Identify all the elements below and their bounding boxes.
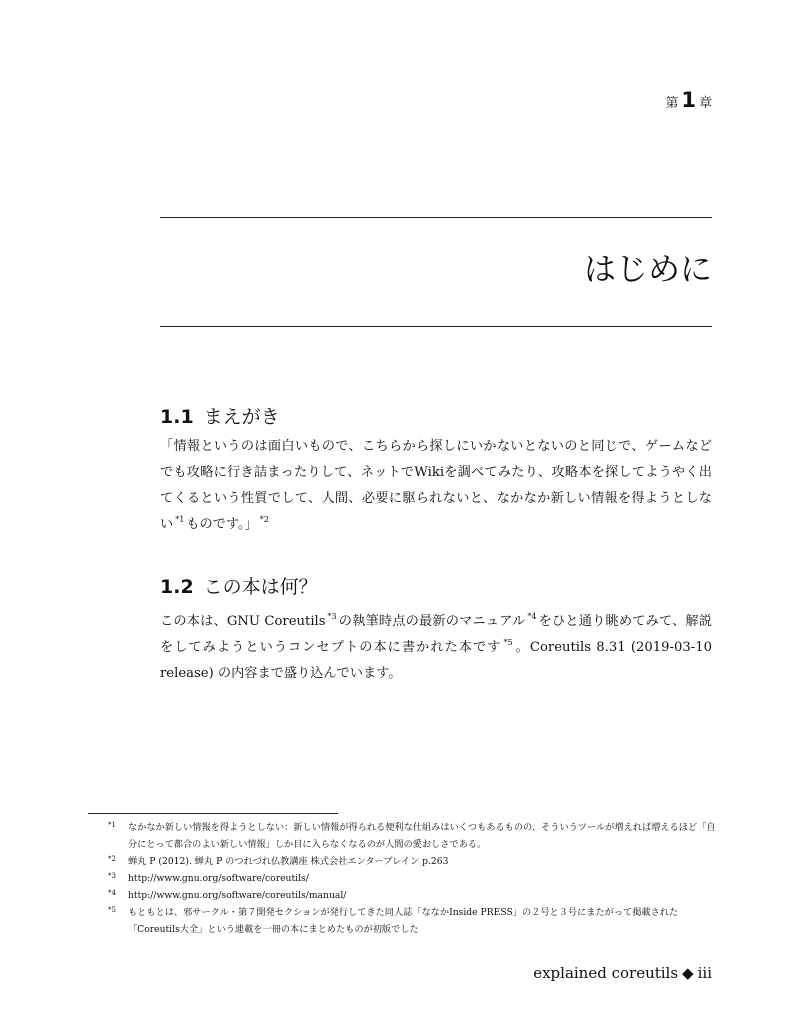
footnote-ref-5[interactable]: *5: [503, 638, 513, 647]
quote-text-end: ものです。」: [186, 517, 258, 532]
section-heading-1-1: [160, 402, 280, 429]
page-number: iii: [697, 964, 712, 982]
footnote-marker: *2: [108, 855, 116, 863]
chapter-title-bottom-rule: [160, 326, 712, 327]
footnote-link[interactable]: http://www.gnu.org/software/coreutils/manual/: [128, 890, 347, 901]
section-1-2-paragraph: [160, 609, 712, 687]
footnote-text: もともとは、邪サークル・第７開発セクションが発行してきた同人誌「ななかInside PRESS」の２号と３号にまたがって掲載された「Coreutils大全」という連載を一冊の本にまとめたものが初版でした: [128, 907, 679, 935]
footnote: [108, 887, 718, 904]
footnote: [108, 870, 718, 887]
chapter-number: 1: [681, 88, 696, 112]
section-title: まえがき: [203, 406, 280, 428]
chapter-prefix: 第: [665, 96, 679, 111]
footnote-marker: *3: [108, 872, 116, 880]
footnote-ref-2[interactable]: *2: [259, 515, 269, 524]
footnote: [108, 819, 718, 853]
chapter-label: [665, 88, 712, 112]
book-title: explained coreutils: [533, 964, 679, 982]
footnote: [108, 904, 718, 938]
footnote-marker: *4: [108, 889, 116, 897]
footnote-text: なかなか新しい情報を得ようとしない：新しい情報が得られる便利な仕組みはいくつもあるものの、そういうツールが増えれば増えるほど「自分にとって都合のよい新しい情報」しか目に入らなくなるのが人間の愛おしさである。: [128, 822, 716, 850]
chapter-suffix: 章: [698, 96, 712, 111]
paragraph-text: をひと通り眺めてみて、解説をしてみようというコンセプトの本に書かれた本です: [160, 614, 712, 655]
chapter-title: はじめに: [583, 250, 712, 288]
footnote-marker: *5: [108, 906, 116, 914]
section-number: 1.2: [160, 576, 194, 598]
footnote-ref-4[interactable]: *4: [527, 612, 537, 621]
section-1-1-paragraph: [160, 434, 712, 538]
quote-text-start: 「情報というのは面白いもので、こちらから探しにいかないとないのと同じで、ゲームなどでも攻略に行き詰まったりして、ネットでWikiを調べてみたり、攻略本を探してようやく出てくるという性質でして、人間、必要に駆られないと、なかなか新しい情報を得ようとしない: [160, 439, 712, 532]
footnote-text: 蝉丸 P (2012). 蝉丸 P のつれづれ仏教講座 株式会社エンターブレイン p.263: [128, 856, 449, 867]
paragraph-text: の執筆時点の最新のマニュアル: [338, 614, 526, 629]
page-footer: [533, 964, 712, 982]
footnote-ref-3[interactable]: *3: [327, 612, 337, 621]
section-number: 1.1: [160, 406, 194, 428]
section-title: この本は何？: [203, 576, 318, 598]
footnote-marker: *1: [108, 821, 116, 829]
section-heading-1-2: [160, 572, 318, 599]
footnote-link[interactable]: http://www.gnu.org/software/coreutils/: [128, 873, 309, 884]
footnote: [108, 853, 718, 870]
chapter-title-top-rule: [160, 217, 712, 218]
footnote-ref-1[interactable]: *1: [175, 515, 185, 524]
paragraph-text: この本は、GNU Coreutils: [160, 614, 326, 629]
diamond-icon: ◆: [682, 964, 694, 982]
footnotes: [108, 819, 718, 938]
footnote-separator: [88, 813, 338, 814]
paragraph-text: 。Coreutils 8.31 (2019-03-10 release) の内容まで盛り込んでいます。: [160, 640, 713, 681]
